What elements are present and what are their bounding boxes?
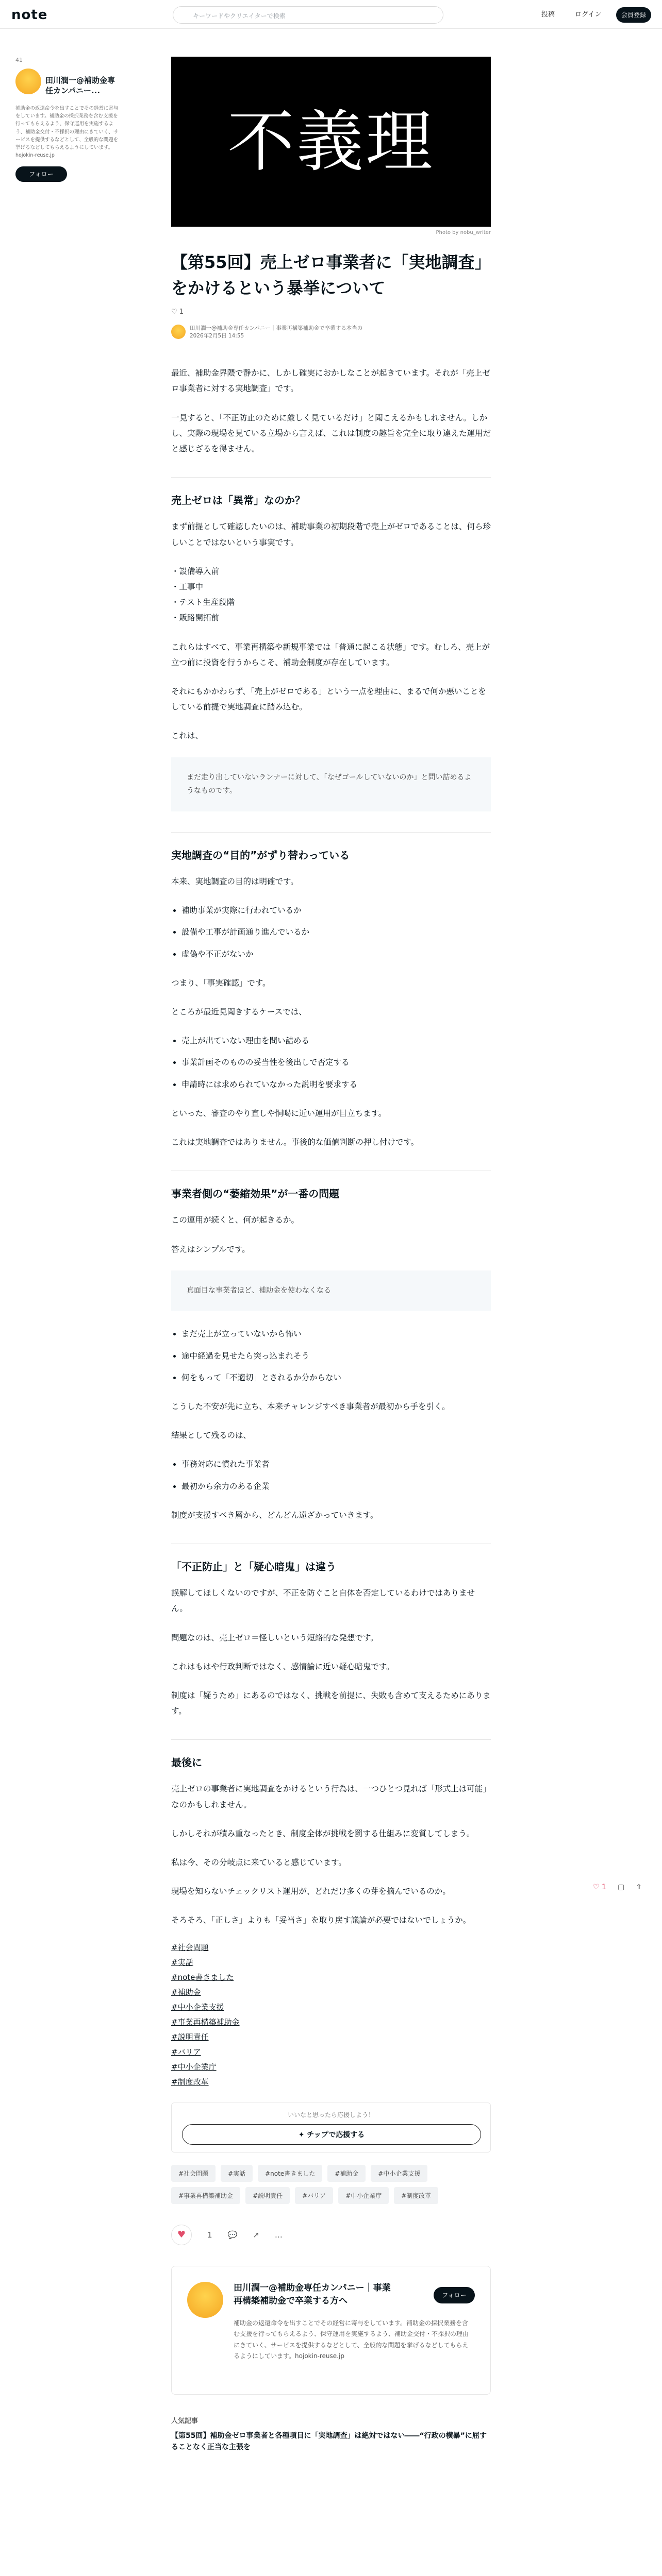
list-item: • 売上が出ていない理由を問い詰める	[181, 1033, 491, 1048]
creator-description: 補助金の返還命令を出すことでその経営に寄与をしています。補助金の採択業務を含む支援を行ってもらえるよう、保守運用を実施するよう、補助金交付・不採択の理由にきていく、サービスを提供するなどとして、全般的な問題を挙げるなどしてもらえるようにしています。hojokin-reuse.jp	[15, 106, 119, 159]
share-icon[interactable]: ↗	[253, 2230, 259, 2240]
paragraph: 最近、補助金界隈で静かに、しかし確実におかしなことが起きています。それが「売上ゼロ事業者に対する実地調査」です。	[171, 368, 490, 394]
bullet-list	[181, 1326, 491, 1385]
paragraph: 制度が支援すべき層から、どんどん遠ざかっていきます。	[171, 1510, 378, 1520]
card-author-description: 補助金の返還命令を出すことでその経営に寄与をしています。補助金の採択業務を含む支援を行ってもらえるよう、保守運用を実施するよう、補助金交付・不採択の理由にきていく、サービスを提供するなどとして、全般的な問題を挙げるなどしてもらえるようにしています。hojokin-reuse.jp	[234, 2319, 469, 2360]
signup-button[interactable]: 会員登録	[616, 7, 651, 23]
blockquote: まだ走り出していないランナーに対して、「なぜゴールしていないのか」と問い詰めるようなものです。	[171, 757, 491, 811]
login-button[interactable]: ログイン	[575, 11, 602, 19]
paragraph: 本来、実地調査の目的は明確です。	[171, 876, 299, 886]
tip-button[interactable]: ✦ チップで応援する	[182, 2124, 481, 2145]
paragraph: そろそろ、「正しさ」よりも「妥当さ」を取り戻す議論が必要ではないでしょうか。	[171, 1916, 471, 1925]
floating-actions	[593, 1883, 642, 1891]
paragraph: 現場を知らないチェックリスト運用が、どれだけ多くの芽を摘んでいるのか。	[171, 1887, 451, 1896]
article-title: 【第55回】売上ゼロ事業者に「実地調査」をかけるという暴挙について	[171, 252, 483, 298]
paragraph: ・設備導入前 ・工事中 ・テスト生産段階 ・販路開拓前	[171, 566, 235, 623]
paragraph: これは実地調査ではありません。事後的な価値判断の押し付けです。	[171, 1138, 419, 1147]
article-actions	[171, 2225, 491, 2245]
tag-chip[interactable]: #説明責任	[245, 2187, 290, 2204]
article-body	[171, 365, 491, 1928]
paragraph: 制度は「疑うため」にあるのではなく、挑戦を前提に、失敗も含めて支えるためにあります。	[171, 1690, 491, 1716]
publish-date: 2026年2月5日 14:55	[190, 333, 244, 340]
paragraph: 答えはシンプルです。	[171, 1244, 250, 1254]
follow-button[interactable]: フォロー	[15, 166, 67, 182]
share-icon[interactable]: ⇧	[636, 1883, 642, 1891]
tip-icon: ✦	[298, 2130, 307, 2139]
bullet-list	[181, 903, 491, 962]
paragraph: それにもかかわらず、「売上がゼロである」という一点を理由に、まるで何か悪いことをしている前提で実地調査に踏み込む。	[171, 687, 486, 712]
tag-chip[interactable]: #制度改革	[394, 2187, 438, 2204]
paragraph: これはもはや行政判断ではなく、感情論に近い疑心暗鬼です。	[171, 1662, 394, 1671]
hashtag-link[interactable]: #事業再構築補助金	[171, 2017, 240, 2027]
creator-sidebar	[15, 57, 119, 182]
more-icon[interactable]: …	[274, 2230, 283, 2240]
site-header	[0, 0, 662, 29]
tag-chips	[171, 2165, 491, 2204]
post-button[interactable]: 投稿	[541, 11, 555, 19]
list-item: • 事務対応に慣れた事業者	[181, 1456, 491, 1472]
hashtag-link[interactable]: #制度改革	[171, 2077, 209, 2087]
section-heading: 実地調査の“目的”がずり替わっている	[171, 832, 491, 863]
list-item: • 途中経過を見せたら突っ込まれそう	[181, 1348, 491, 1364]
section-heading: 「不正防止」と「疑心暗鬼」は違う	[171, 1544, 491, 1575]
tag-chip[interactable]: #バリア	[295, 2187, 333, 2204]
hashtag-link[interactable]: #中小企業支援	[171, 2002, 224, 2012]
paragraph: 結果として残るのは、	[171, 1431, 252, 1440]
follower-count: 41	[15, 57, 23, 63]
popular-label: 人気記事	[171, 2417, 198, 2425]
bullet-list	[181, 1456, 491, 1494]
creator-name[interactable]: 田川潤一@補助金専任カンパニー...	[45, 76, 115, 96]
section-heading: 事業者側の“萎縮効果”が一番の問題	[171, 1171, 491, 1202]
tag-chip[interactable]: #中小企業庁	[338, 2187, 389, 2204]
bullet-list	[181, 1033, 491, 1092]
tag-chip[interactable]: #補助金	[327, 2165, 366, 2182]
list-item: • 事業計画そのものの妥当性を後出しで否定する	[181, 1055, 491, 1070]
tag-chip[interactable]: #中小企業支援	[371, 2165, 427, 2182]
paragraph: 問題なのは、売上ゼロ＝怪しいという短絡的な発想です。	[171, 1633, 378, 1642]
popular-articles	[171, 2415, 491, 2453]
section-heading: 最後に	[171, 1739, 491, 1771]
list-item: • 最初から余力のある企業	[181, 1479, 491, 1494]
hashtag-link[interactable]: #説明責任	[171, 2032, 209, 2042]
note-logo[interactable]: note	[11, 7, 48, 23]
tag-chip[interactable]: #社会問題	[171, 2165, 216, 2182]
author-avatar[interactable]	[171, 325, 186, 339]
paragraph: 誤解してほしくないのですが、不正を防ぐこと自体を否定しているわけではありません。	[171, 1588, 475, 1614]
popular-article-link[interactable]: 【第55回】補助金ゼロ事業者と各種項目に「実地調査」は絶対ではない――“行政の横暴”に屈することなく正当な主張を	[171, 2431, 487, 2452]
paragraph: この運用が続くと、何が起きるか。	[171, 1215, 300, 1225]
card-follow-button[interactable]: フォロー	[434, 2287, 475, 2303]
comment-icon[interactable]: 💬	[227, 2230, 238, 2240]
author-name[interactable]: 田川潤一@補助金専任カンパニー｜事業再構築補助金で卒業する本当の	[190, 325, 363, 332]
list-item: • 設備や工事が計画通り進んでいるか	[181, 924, 491, 940]
hashtag-link[interactable]: #中小企業庁	[171, 2062, 217, 2072]
section-heading: 売上ゼロは「異常」なのか？	[171, 477, 491, 509]
paragraph: 売上ゼロの事業者に実地調査をかけるという行為は、一つひとつ見れば「形式上は可能」なのかもしれません。	[171, 1784, 491, 1809]
like-count: 1	[207, 2230, 212, 2240]
photo-credit: Photo by nobu_writer	[436, 230, 491, 235]
hashtag-link[interactable]: #バリア	[171, 2047, 201, 2057]
heart-icon[interactable]: ♡	[171, 308, 177, 316]
avatar[interactable]	[187, 2282, 223, 2318]
paragraph: つまり、「事実確認」です。	[171, 978, 271, 988]
tag-chip[interactable]: #実話	[221, 2165, 253, 2182]
article-meta	[171, 324, 491, 340]
list-item: • 虚偽や不正がないか	[181, 946, 491, 962]
paragraph: 一見すると、「不正防止のために厳しく見ているだけ」と聞こえるかもしれません。しかし、実際の現場を見ている立場から言えば、これは制度の趣旨を完全に取り違えた運用だと感じざるを得ません。	[171, 413, 491, 454]
blockquote: 真面目な事業者ほど、補助金を使わなくなる	[171, 1270, 491, 1311]
paragraph: といった、審査のやり直しや恫喝に近い運用が目立ちます。	[171, 1108, 387, 1118]
comment-icon[interactable]: ▢	[617, 1883, 625, 1891]
hashtag-list	[171, 1942, 491, 2087]
like-button[interactable]: ♥	[171, 2225, 192, 2245]
paragraph: これは、	[171, 731, 204, 741]
tag-chip[interactable]: #note書きました	[258, 2165, 322, 2182]
list-item: • 補助事業が実際に行われているか	[181, 903, 491, 918]
card-author-name[interactable]: 田川潤一@補助金専任カンパニー｜事業再構築補助金で卒業する方へ	[234, 2282, 391, 2307]
paragraph: これらはすべて、事業再構築や新規事業では「普通に起こる状態」です。むしろ、売上が立つ前に投資を行うからこそ、補助金制度が存在しています。	[171, 642, 490, 667]
tag-chip[interactable]: #事業再構築補助金	[171, 2187, 240, 2204]
hashtag-link[interactable]: #実話	[171, 1957, 193, 1967]
search-input[interactable]: キーワードやクリエイターで検索	[173, 6, 443, 24]
hero-image: 不義理	[171, 57, 491, 227]
support-label: いいなと思ったら応援しよう！	[287, 2111, 374, 2119]
hashtag-link[interactable]: #補助金	[171, 1987, 201, 1997]
paragraph: ところが最近見聞きするケースでは、	[171, 1007, 307, 1016]
like-row	[171, 308, 491, 316]
paragraph: こうした不安が先に立ち、本来チャレンジすべき事業者が最初から手を引く。	[171, 1401, 450, 1411]
like-count: 1	[179, 308, 184, 316]
paragraph: 私は今、その分岐点に来ていると感じています。	[171, 1858, 346, 1868]
list-item: • まだ売上が立っていないから怖い	[181, 1326, 491, 1342]
heart-icon[interactable]: ♡ 1	[593, 1883, 606, 1891]
list-item: • 申請時には求められていなかった説明を要求する	[181, 1077, 491, 1092]
hashtag-link[interactable]: #note書きました	[171, 1972, 234, 1982]
avatar[interactable]	[15, 69, 41, 94]
list-item: • 何をもって「不適切」とされるか分からない	[181, 1370, 491, 1385]
author-card	[171, 2266, 491, 2395]
paragraph: しかしそれが積み重なったとき、制度全体が挑戦を罰する仕組みに変質してしまう。	[171, 1828, 475, 1838]
support-box	[171, 2103, 491, 2153]
article-main	[171, 57, 491, 2453]
paragraph: まず前提として確認したいのは、補助事業の初期段階で売上がゼロであることは、何ら珍しいことではないという事実です。	[171, 522, 491, 547]
hashtag-link[interactable]: #社会問題	[171, 1942, 209, 1952]
